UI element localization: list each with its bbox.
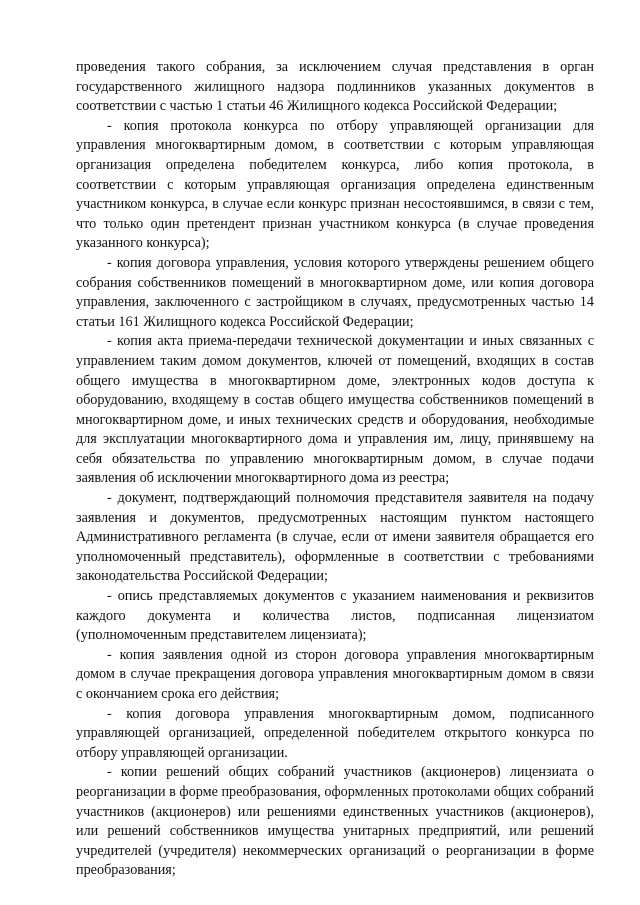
paragraph-reorganization-decisions: - копии решений общих собраний участников (акционеров) лицензиата о реорганизации в форме преобразования, оформленных протоколами общих собраний участников (акционеров) или решениями единственных участников (акционеров), или решений собственников имущества унитарных предприятий, или решений учредителей (учредителя) некоммерческих организаций о реорганизации в форме преобразования; [76, 764, 594, 879]
paragraph-signed-contract: - копия договора управления многоквартирным домом, подписанного управляющей организацией, определенной победителем открытого конкурса по отбору управляющей организации. [76, 705, 594, 761]
paragraph-inventory: - опись представляемых документов с указанием наименования и реквизитов каждого документа и количества листов, подписанная лицензиатом (уполномоченным представителем лицензиата); [76, 588, 594, 644]
document-page [76, 58, 594, 881]
paragraph-management-contract: - копия договора управления, условия которого утверждены решением общего собрания собственников помещений в многоквартирном доме, или копия договора управления, заключенного с застройщиком в случаях, предусмотренных частью 14 статьи 161 Жилищного кодекса Российской Федерации; [76, 254, 594, 330]
paragraph-transfer-act: - копия акта приема-передачи технической документации и иных связанных с управлением таким домом документов, ключей от помещений, входящих в состав общего имущества в многоквартирном доме, электронных кодов доступа к оборудованию, входящему в состав общего имущества собственников помещений в многоквартирном доме, и иных технических средств и оборудования, необходимые для эксплуатации многоквартирного дома и управления им, лицу, принявшему на себя обязательства по управлению многоквартирным домом, в случае подачи заявления об исключении многоквартирного дома из реестра; [76, 333, 594, 487]
paragraph-authority-document: - документ, подтверждающий полномочия представителя заявителя на подачу заявления и документов, предусмотренных настоящим пунктом настоящего Административного регламента (в случае, если от имени заявителя обращается его уполномоченный представитель), оформленные в соответствии с требованиями законодательства Российской Федерации; [76, 490, 594, 585]
paragraph-termination-application: - копия заявления одной из сторон договора управления многоквартирным домом в случае прекращения договора управления многоквартирным домом в связи с окончанием срока его действия; [76, 646, 594, 702]
paragraph-tender-protocol: - копия протокола конкурса по отбору управляющей организации для управления многоквартирным домом, в соответствии с которым управляющая организация определена победителем конкурса, либо копия протокола, в соответствии с которым управляющая организация определена единственным участником конкурса, в случае если конкурс признан несостоявшимся, в связи с тем, что только один претендент признан участником конкурса (в случае проведения указанного конкурса); [76, 117, 594, 252]
paragraph-continuation: проведения такого собрания, за исключением случая представления в орган государственного жилищного надзора подлинников указанных документов в соответствии с частью 1 статьи 46 Жилищного кодекса Российской Федерации; [76, 59, 594, 115]
